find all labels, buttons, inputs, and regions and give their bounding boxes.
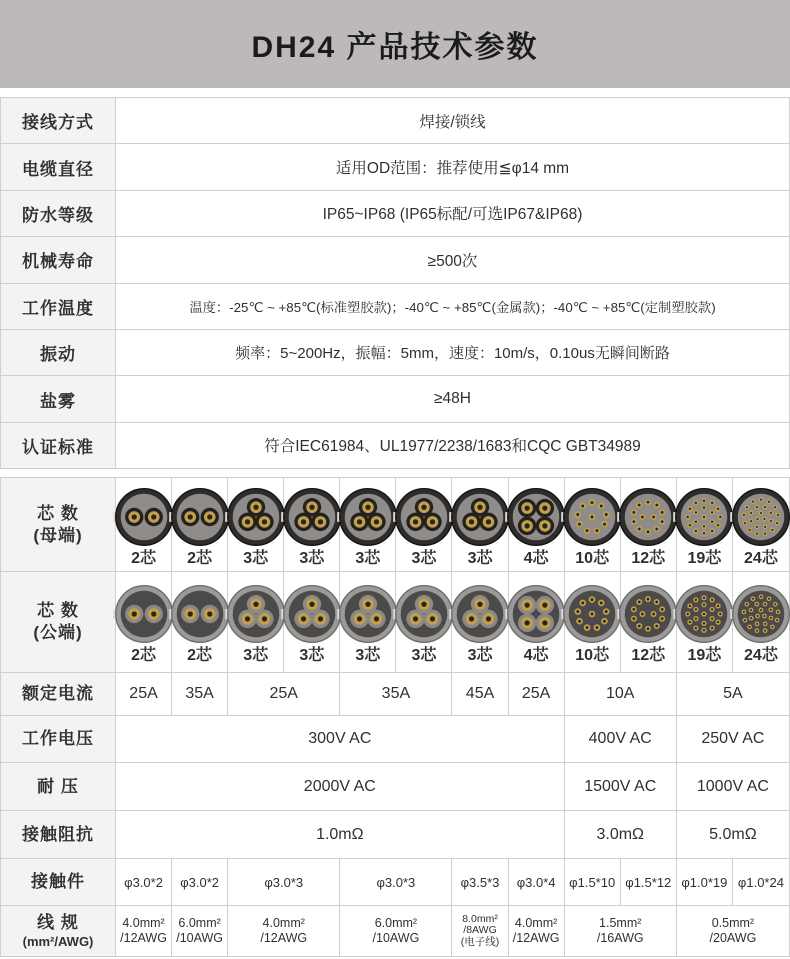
withstand-voltage-value: 1000V AC: [696, 777, 769, 795]
female-core-count-label: 3芯: [411, 549, 437, 567]
working-voltage-label: [1, 716, 116, 762]
contacts-value: φ3.5*3: [452, 859, 508, 905]
rated-current-row: [1, 673, 789, 716]
contact-impedance-value: 3.0mΩ: [565, 811, 677, 858]
contact-impedance-value: 5.0mΩ: [709, 825, 757, 843]
rated-current-label: [1, 673, 116, 715]
female-core-count-label: 2芯: [187, 549, 213, 567]
wire-gauge-line: 4.0mm²: [262, 915, 305, 930]
wire-gauge-label-text: 线 规: [37, 912, 79, 932]
male-core-count-label: 19芯: [687, 647, 722, 665]
wire-gauge-line: 6.0mm²: [374, 915, 418, 930]
female-connector-3pin-icon: [225, 486, 287, 548]
spec-label-cable-diameter: 电缆直径: [1, 144, 116, 189]
working-voltage-value: 400V AC: [565, 716, 677, 762]
male-connector-cell: [172, 572, 228, 672]
female-cores-label-text: 芯 数: [37, 503, 79, 523]
female-core-count-label: 2芯: [131, 549, 156, 567]
wire-gauge-line: 6.0mm²: [178, 915, 221, 930]
female-connector-2pin-icon: [113, 486, 175, 548]
female-core-count-label: 3芯: [355, 549, 381, 567]
female-connector-3pin-icon: [281, 486, 343, 548]
contacts-value: φ3.0*4: [509, 859, 565, 905]
pin-table: [0, 477, 790, 957]
female-core-count-label: 3芯: [299, 549, 325, 567]
male-connector-cell: [677, 572, 733, 672]
rated-current-value: 45A: [452, 673, 508, 715]
wire-gauge-value: [677, 906, 789, 956]
male-connector-cell: [733, 572, 789, 672]
male-connector-4pin-icon: [505, 583, 567, 645]
female-connector-cell: [509, 478, 565, 571]
spec-label-vibration: 振动: [1, 330, 116, 375]
female-core-count-label: 10芯: [575, 549, 610, 567]
spec-value-working-temperature: 温度：-25℃ ~ +85℃(标准塑胶款)；-40℃ ~ +85℃(金属款)；-40℃ ~ +85℃(定制塑胶款): [189, 299, 716, 315]
male-connector-3pin-icon: [449, 583, 511, 645]
female-connector-cell: [677, 478, 733, 571]
title-banner: [0, 0, 790, 88]
spec-value-wiring: 焊接/锁线: [419, 113, 486, 131]
male-connector-cell: [509, 572, 565, 672]
male-connector-cell: [116, 572, 172, 672]
male-core-count-label: 3芯: [243, 647, 269, 665]
wire-gauge-line: /12AWG: [260, 931, 308, 946]
withstand-voltage-label: [1, 763, 116, 810]
male-connector-cell: [565, 572, 621, 672]
wire-gauge-line: 1.5mm²: [599, 915, 642, 930]
female-connector-cell: [565, 478, 621, 571]
male-connector-cell: [228, 572, 284, 672]
male-connector-cell: [452, 572, 508, 672]
male-core-count-label: 3芯: [355, 647, 381, 665]
male-connector-2pin-icon: [113, 583, 175, 645]
spec-label-waterproof: 防水等级: [1, 191, 116, 236]
working-voltage-label-text: 工作电压: [22, 729, 94, 749]
contacts-value: φ3.0*3: [228, 859, 340, 905]
female-cores-label-sub: (母端): [33, 525, 83, 545]
female-core-count-label: 4芯: [523, 549, 549, 567]
male-connector-3pin-icon: [225, 583, 287, 645]
male-connector-cell: [340, 572, 396, 672]
male-connector-3pin-icon: [393, 583, 455, 645]
male-cores-row: [1, 572, 789, 673]
wire-gauge-line: 4.0mm²: [122, 915, 165, 930]
working-voltage-row: [1, 716, 789, 763]
female-core-count-label: 3芯: [467, 549, 493, 567]
female-cores-row: [1, 478, 789, 572]
female-core-count-label: 19芯: [687, 549, 722, 567]
wire-gauge-label: [1, 906, 116, 956]
male-core-count-label: 4芯: [523, 647, 549, 665]
wire-gauge-value: [172, 906, 228, 956]
spec-value-waterproof: IP65~IP68 (IP65标配/可选IP67&IP68): [322, 206, 583, 224]
female-connector-3pin-icon: [393, 486, 455, 548]
wire-gauge-value: [452, 906, 508, 956]
male-connector-24pin-icon: [730, 583, 790, 645]
female-core-count-label: 3芯: [243, 549, 269, 567]
female-connector-12pin-icon: [617, 486, 679, 548]
withstand-voltage-value: 1500V AC: [565, 763, 677, 810]
contacts-value: φ1.0*24: [737, 874, 784, 890]
female-connector-cell: [452, 478, 508, 571]
male-connector-19pin-icon: [673, 583, 735, 645]
contacts-value: φ1.0*19: [677, 859, 733, 905]
female-connector-24pin-icon: [730, 486, 790, 548]
wire-gauge-value: [116, 906, 172, 956]
wire-gauge-line: 4.0mm²: [514, 915, 558, 930]
male-connector-cell: [396, 572, 452, 672]
male-core-count-label: 12芯: [631, 647, 666, 665]
rated-current-value: 35A: [340, 673, 452, 715]
male-cores-label-sub: (公端): [33, 623, 83, 643]
spec-row-vibration: [1, 330, 789, 376]
contact-impedance-label: [1, 811, 116, 858]
rated-current-value: 25A: [116, 673, 172, 715]
contacts-value: φ3.0*2: [116, 859, 172, 905]
male-connector-12pin-icon: [617, 583, 679, 645]
spec-row-certification: [1, 423, 789, 469]
contact-impedance-row: [1, 811, 789, 859]
spec-value-salt-spray: ≥48H: [434, 390, 471, 408]
female-connector-10pin-icon: [561, 486, 623, 548]
male-connector-cell: [621, 572, 677, 672]
withstand-voltage-row: [1, 763, 789, 811]
male-cores-label: [1, 572, 116, 672]
male-connector-3pin-icon: [281, 583, 343, 645]
female-core-count-label: 12芯: [631, 549, 666, 567]
spec-table: [0, 97, 790, 469]
spec-value-cable-diameter: 适用OD范围：推荐使用≦φ14 mm: [335, 160, 570, 178]
wire-gauge-value: [509, 906, 565, 956]
contact-impedance-value: 1.0mΩ: [116, 811, 565, 858]
withstand-voltage-value: 2000V AC: [116, 763, 565, 810]
wire-gauge-line: /10AWG: [176, 931, 223, 946]
contacts-label: [1, 859, 116, 905]
contacts-value: φ3.0*3: [340, 859, 452, 905]
wire-gauge-line: 0.5mm²: [711, 915, 755, 930]
rated-current-label-text: 额定电流: [22, 684, 94, 704]
wire-gauge-value: [228, 906, 340, 956]
contact-impedance-label-text: 接触阻抗: [22, 824, 94, 844]
spec-value-mechanical-life: ≥500次: [427, 252, 478, 270]
spec-row-mechanical-life: [1, 237, 789, 283]
wire-gauge-line: 8.0mm²: [462, 912, 498, 925]
male-connector-cell: [284, 572, 340, 672]
male-cores-label-text: 芯 数: [37, 601, 79, 621]
female-core-count-label: 24芯: [744, 549, 778, 567]
female-connector-cell: [116, 478, 172, 571]
female-connector-cell: [340, 478, 396, 571]
working-voltage-value: 250V AC: [701, 730, 765, 748]
contacts-value: φ3.0*2: [172, 859, 228, 905]
female-connector-cell: [228, 478, 284, 571]
spec-row-wiring: [1, 98, 789, 144]
wire-gauge-line: /20AWG: [709, 931, 757, 946]
rated-current-value: 10A: [565, 673, 677, 715]
male-core-count-label: 2芯: [131, 647, 156, 665]
spec-label-salt-spray: 盐雾: [1, 376, 116, 421]
female-connector-2pin-icon: [169, 486, 231, 548]
rated-current-value: 35A: [172, 673, 228, 715]
contacts-value: φ1.5*12: [621, 859, 677, 905]
female-connector-cell: [284, 478, 340, 571]
female-connector-3pin-icon: [337, 486, 399, 548]
spec-row-waterproof: [1, 191, 789, 237]
male-connector-2pin-icon: [169, 583, 231, 645]
wire-gauge-value: [340, 906, 452, 956]
spec-label-mechanical-life: 机械寿命: [1, 237, 116, 282]
spec-row-salt-spray: [1, 376, 789, 422]
male-core-count-label: 10芯: [575, 647, 610, 665]
male-core-count-label: 24芯: [744, 647, 778, 665]
wire-gauge-line: /10AWG: [372, 931, 420, 946]
spec-value-certification: 符合IEC61984、UL1977/2238/1683和CQC GBT34989: [264, 438, 641, 456]
spec-row-cable-diameter: [1, 144, 789, 190]
working-voltage-value: 300V AC: [116, 716, 565, 762]
page-title: DH24 产品技术参数: [251, 31, 539, 64]
wire-gauge-line: /16AWG: [596, 931, 644, 946]
rated-current-value: 25A: [228, 673, 340, 715]
rated-current-value: 5A: [723, 685, 743, 703]
male-core-count-label: 2芯: [187, 647, 213, 665]
wire-gauge-line: /12AWG: [120, 931, 167, 946]
female-connector-19pin-icon: [673, 486, 735, 548]
spec-label-working-temperature: 工作温度: [1, 284, 116, 329]
spec-row-working-temperature: [1, 284, 789, 330]
female-connector-3pin-icon: [449, 486, 511, 548]
female-connector-4pin-icon: [505, 486, 567, 548]
wire-gauge-line: (电子线): [460, 935, 500, 948]
wire-gauge-label-sub: (mm²/AWG): [22, 933, 94, 949]
contacts-row: [1, 859, 789, 906]
male-connector-10pin-icon: [561, 583, 623, 645]
male-connector-3pin-icon: [337, 583, 399, 645]
spec-label-wiring: 接线方式: [1, 98, 116, 143]
wire-gauge-row: [1, 906, 789, 956]
contacts-value: φ1.5*10: [565, 859, 621, 905]
wire-gauge-value: [565, 906, 677, 956]
withstand-voltage-label-text: 耐 压: [37, 776, 79, 796]
female-connector-cell: [172, 478, 228, 571]
female-connector-cell: [621, 478, 677, 571]
female-cores-label: [1, 478, 116, 571]
spec-value-vibration: 频率：5~200Hz，振幅：5mm，速度：10m/s，0.10us无瞬间断路: [235, 345, 670, 363]
wire-gauge-line: /8AWG: [463, 924, 497, 937]
female-connector-cell: [733, 478, 789, 571]
male-core-count-label: 3芯: [299, 647, 325, 665]
rated-current-value: 25A: [509, 673, 565, 715]
contacts-label-text: 接触件: [31, 872, 85, 892]
wire-gauge-line: /12AWG: [512, 931, 560, 946]
spec-label-certification: 认证标准: [1, 423, 116, 468]
female-connector-cell: [396, 478, 452, 571]
male-core-count-label: 3芯: [411, 647, 437, 665]
male-core-count-label: 3芯: [467, 647, 493, 665]
